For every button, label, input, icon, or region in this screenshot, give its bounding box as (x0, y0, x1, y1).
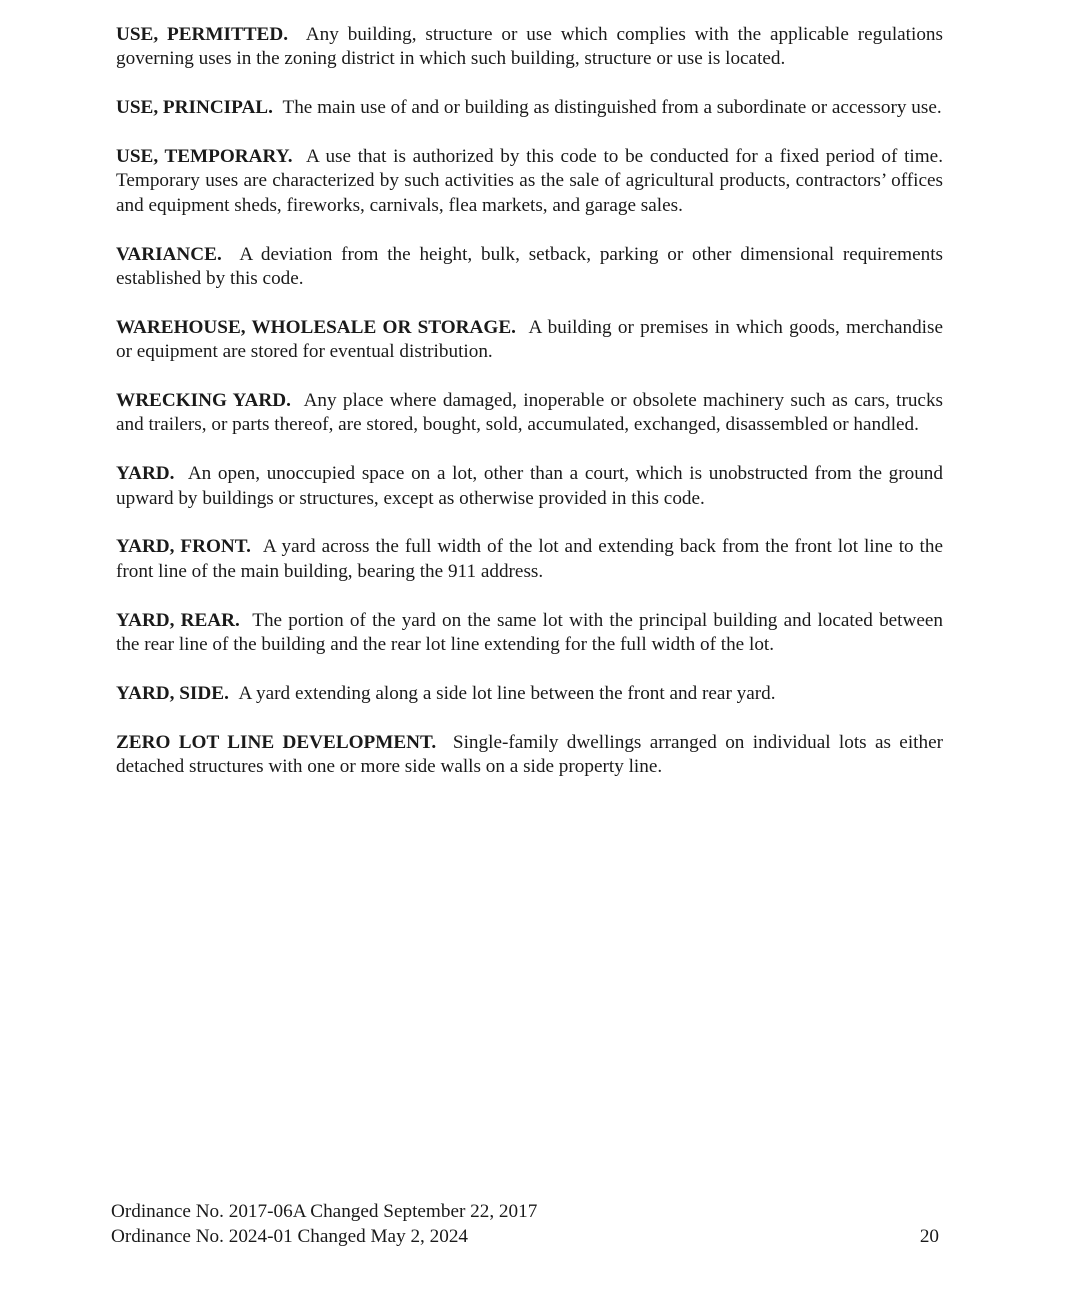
definition-yard-side (116, 682, 943, 706)
footer-ordinance-line-1: Ordinance No. 2017-06A Changed September 22, 2017 (111, 1201, 538, 1222)
definition-text: The portion of the yard on the same lot with the principal building and located between the rear line of the building and the rear lot line extending for the full width of the lot. (116, 609, 943, 656)
definition-use-permitted (116, 23, 943, 72)
definition-text: An open, unoccupied space on a lot, other than a court, which is unobstructed from the ground upward by buildings or structures, except as otherwise provided in this code. (116, 463, 943, 509)
definition-term-period: . (224, 682, 239, 704)
definition-term-period: . (235, 609, 253, 631)
definition-term: USE, TEMPORARY (116, 146, 288, 167)
footer-ordinance-line-2: Ordinance No. 2024-01 Changed May 2, 2024 (111, 1226, 469, 1247)
definition-term-period: . (169, 463, 188, 485)
definition-term: USE, PERMITTED (116, 24, 284, 45)
definition-text: The main use of and or building as distinguished from a subordinate or accessory use. (282, 97, 942, 119)
definition-term: WRECKING YARD (116, 390, 287, 412)
definition-text: Single-family dwellings arranged on individual lots as either detached structures with one or more side walls on a side property line. (116, 731, 943, 778)
definition-yard-rear (116, 609, 943, 658)
definition-zero-lot-line (116, 731, 943, 780)
definition-term-period: . (431, 731, 453, 753)
definition-text: A building or premises in which goods, merchandise or equipment are stored for eventual distribution. (116, 316, 943, 363)
definition-term-period: . (287, 146, 306, 167)
definition-warehouse (116, 316, 943, 365)
definition-use-temporary (116, 145, 943, 218)
definition-term: WAREHOUSE, WHOLESALE OR STORAGE (116, 316, 512, 338)
definition-yard-front (116, 535, 943, 584)
definition-term: YARD, SIDE (116, 682, 225, 704)
definition-text: A yard extending along a side lot line between the front and rear yard. (238, 682, 776, 704)
definition-term: VARIANCE (116, 243, 217, 265)
definition-term-period: . (511, 316, 529, 338)
definition-term: YARD, FRONT (116, 536, 247, 558)
definition-wrecking-yard (116, 389, 943, 438)
document-page (116, 23, 943, 804)
definition-text: A deviation from the height, bulk, setback, parking or other dimensional requirements established by this code. (116, 243, 943, 290)
page-footer (111, 1199, 939, 1249)
definition-term-period: . (268, 97, 283, 119)
definition-text: A yard across the full width of the lot and extending back from the front lot line to the front line of the main building, bearing the 911 address. (116, 536, 943, 582)
definition-term-period: . (286, 390, 304, 412)
definition-term-period: . (283, 24, 306, 45)
definition-term-period: . (216, 243, 240, 265)
definition-use-principal (116, 96, 943, 120)
definition-text: Any place where damaged, inoperable or obsolete machinery such as cars, trucks and trailers, or parts thereof, are stored, bought, sold, accumulated, exchanged, disassembled or handled. (116, 390, 944, 436)
page-number: 20 (919, 1226, 939, 1247)
definition-term: ZERO LOT LINE DEVELOPMENT (116, 731, 432, 753)
definition-yard (116, 462, 943, 511)
definition-text: A use that is authorized by this code to be conducted for a fixed period of time. Temporary uses are characterized by such activities as the sale of agricultural products, contractors’ offices and equipment sheds, fireworks, carnivals, flea markets, and garage sales. (116, 146, 943, 216)
definition-term-period: . (246, 536, 263, 558)
definition-term: YARD (116, 463, 170, 485)
definition-term: USE, PRINCIPAL (116, 97, 269, 119)
definition-variance (116, 243, 943, 292)
definition-text: Any building, structure or use which complies with the applicable regulations governing uses in the zoning district in which such building, structure or use is located. (116, 24, 943, 70)
definition-term: YARD, REAR (116, 609, 236, 631)
